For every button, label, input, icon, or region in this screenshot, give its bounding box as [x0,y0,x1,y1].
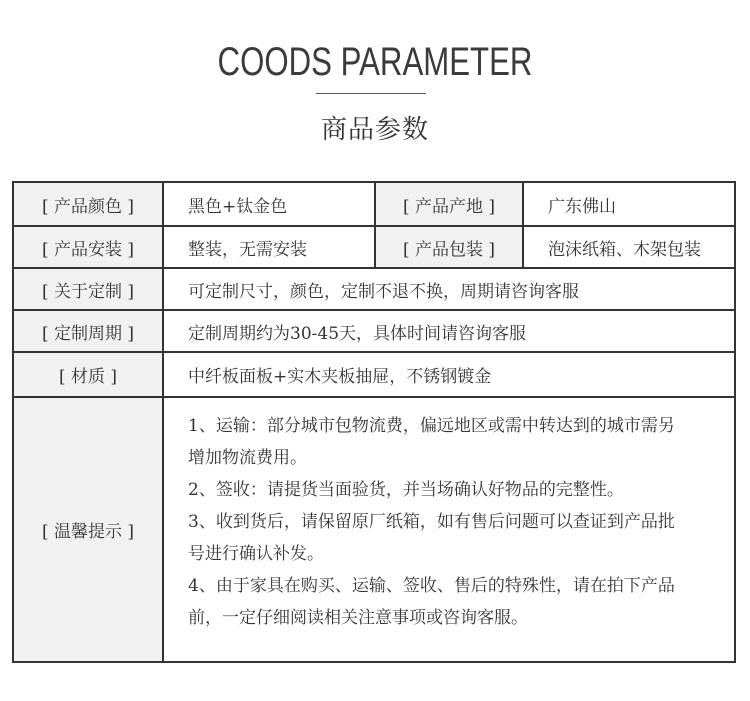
custom-value: 可定制尺寸，颜色，定制不退不换，周期请咨询客服 [188,281,579,302]
origin-value: 广东佛山 [548,196,616,217]
notes-line: 1、运输：部分城市包物流费，偏远地区或需中转达到的城市需另 [188,416,675,436]
cycle-label: [ 定制周期 ] [14,311,162,351]
color-label: [ 产品颜色 ] [14,183,162,225]
cycle-value: 定制周期约为30-45天，具体时间请咨询客服 [188,323,527,344]
material-value: 中纤板面板+实木夹板抽屉，不锈钢镀金 [188,367,492,387]
notes-line: 2、签收：请提货当面验货，并当场确认好物品的完整性。 [188,480,624,500]
column-divider [374,183,376,267]
column-divider [522,183,524,267]
notes-line: 4、由于家具在购买、运输、签收、售后的特殊性，请在拍下产品 [188,576,675,596]
origin-label: [ 产品产地 ] [376,183,522,225]
custom-label: [ 关于定制 ] [14,269,162,309]
material-label: [ 材质 ] [14,353,162,396]
row-divider [14,396,734,398]
color-value: 黑色+钛金色 [188,196,288,217]
column-divider [162,183,164,661]
package-label: [ 产品包装 ] [376,227,522,267]
parameter-table [12,181,736,663]
row-divider [14,351,734,353]
notes-content [164,398,734,661]
chinese-title: 商品参数 [320,115,429,145]
notes-line: 号进行确认补发。 [188,544,324,564]
notes-line: 增加物流费用。 [188,448,307,468]
row-divider [14,309,734,311]
row-divider [14,267,734,269]
english-title: COODS PARAMETER [217,40,533,84]
title-divider [316,93,426,94]
notes-line: 3、收到货后，请保留原厂纸箱，如有售后问题可以查证到产品批 [188,512,675,532]
notes-line: 前，一定仔细阅读相关注意事项或咨询客服。 [188,608,528,628]
install-value: 整装，无需安装 [188,239,307,260]
package-value: 泡沫纸箱、木架包装 [548,239,701,260]
install-label: [ 产品安装 ] [14,227,162,267]
notes-label: [ 温馨提示 ] [14,398,162,661]
